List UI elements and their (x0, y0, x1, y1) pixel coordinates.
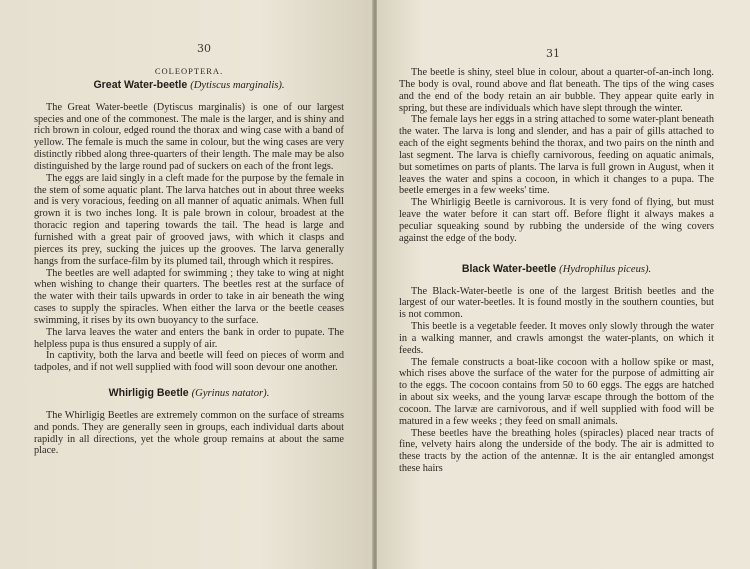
page-number: 31 (546, 47, 560, 60)
scientific-name: (Gyrinus natator). (191, 388, 270, 400)
paragraph: The female lays her eggs in a string attached to some water-plant beneath the water. The larva is long and slender, and has a pair of gills attached to each of the eight segments behind the thorax, and two pairs on the ninth and last segment. The larva is chiefly carnivorous, feeding on aquatic animals, but sometimes on parts of plants. The larva is full grown in August, when it leaves the water and spins a cocoon, in which it changes to a pupa. The beetle emerges in a few weeks' time. (399, 114, 714, 197)
section-heading (399, 264, 714, 276)
section-title: Whirligig Beetle (108, 387, 189, 400)
page-body (34, 66, 344, 457)
paragraph: The Whirligig Beetle is carnivorous. It is very fond of flying, but must leave the water before it can start off. Before flight it always makes a peculiar squeaking sound by rubbing the underside of the wing covers against the edge of the body. (399, 197, 714, 244)
section-title: Great Water-beetle (93, 78, 188, 91)
paragraph: The eggs are laid singly in a cleft made for the purpose by the female in the stem of some aquatic plant. The larva hatches out in about three weeks and is very voracious, feeding on all manner of aquatic animals. When full grown it is two inches long. It is pale brown in colour, broadest at the thoracic region and tapering towards the tail. The head is large and furnished with a great pair of grooved jaws, with which it clasps and pierces its prey, sucking the juices up the grooves. The larva generally hangs from the surface-film by its plumed tail, through which it respires. (34, 172, 344, 267)
running-header: COLEOPTERA. (154, 66, 224, 76)
paragraph: The beetles are well adapted for swimming ; they take to wing at night when wishing to change their quarters. The beetles rest at the surface of the water with their tails upwards in order to take in air beneath the wing cases to supply the spiracles. When either the larva or the beetle ceases swimming, it rises by its own buoyancy to the surface. (34, 267, 344, 326)
paragraph: In captivity, both the larva and beetle will feed on pieces of worm and tadpoles, and if not well supplied with food will soon devour one another. (34, 350, 344, 374)
section-title: Black Water-beetle (461, 262, 557, 275)
paragraph: The Black-Water-beetle is one of the largest British beetles and the largest of our water-beetles. It is found mostly in the southern counties, but is not common. (399, 285, 714, 321)
paragraph: This beetle is a vegetable feeder. It moves only slowly through the water in a walking manner, and crawls amongst the water-plants, on which it feeds. (399, 321, 714, 356)
paragraph: The Great Water-beetle (Dytiscus marginalis) is one of our largest species and one of the commonest. The male is the larger, and is shiny and rich brown in colour, edged round the thorax and wing case with a band of yellow. The female is much the same in colour, but the wing cases are very distinctly ribbed along three-quarters of their length. The male may be also distinguished by the large round pad of suckers on each of the front legs. (34, 101, 344, 172)
paragraph: The larva leaves the water and enters the bank in order to pupate. The helpless pupa is thus ensured a supply of air. (34, 326, 344, 350)
section-heading (34, 388, 344, 400)
left-page (0, 0, 373, 569)
scientific-name: (Dytiscus marginalis). (190, 79, 285, 91)
scientific-name: (Hydrophilus piceus). (559, 263, 652, 275)
section-heading (34, 80, 344, 92)
paragraph: These beetles have the breathing holes (spiracles) placed near tracts of fine, velvety hairs along the underside of the body. The air is admitted to these tracts by the action of the antennæ. It is the air entangled amongst these hairs (399, 427, 714, 475)
paragraph: The Whirligig Beetles are extremely common on the surface of streams and ponds. They are generally seen in groups, each individual darts about rapidly in all directions, yet the whole group remains at about the same place. (34, 409, 344, 457)
paragraph: The beetle is shiny, steel blue in colour, about a quarter-of-an-inch long. The body is oval, round above and flat beneath. The tips of the wing cases and the end of the body retain an air bubble. They appear quite early in spring, but these are individuals which have slept through the winter. (399, 67, 714, 114)
right-page (377, 0, 750, 569)
paragraph: The female constructs a boat-like cocoon with a hollow spike or mast, which rises above the surface of the water for the purpose of admitting air to the eggs. The cocoon contains from 50 to 60 eggs. The eggs are hatched in about six weeks, and the young larvæ escape through the bottom of the cocoon. The larvæ are carnivorous, and if well supplied with food will be matured in a few weeks ; they feed on small animals. (399, 356, 714, 427)
page-number: 30 (197, 42, 211, 55)
page-body (399, 67, 714, 475)
